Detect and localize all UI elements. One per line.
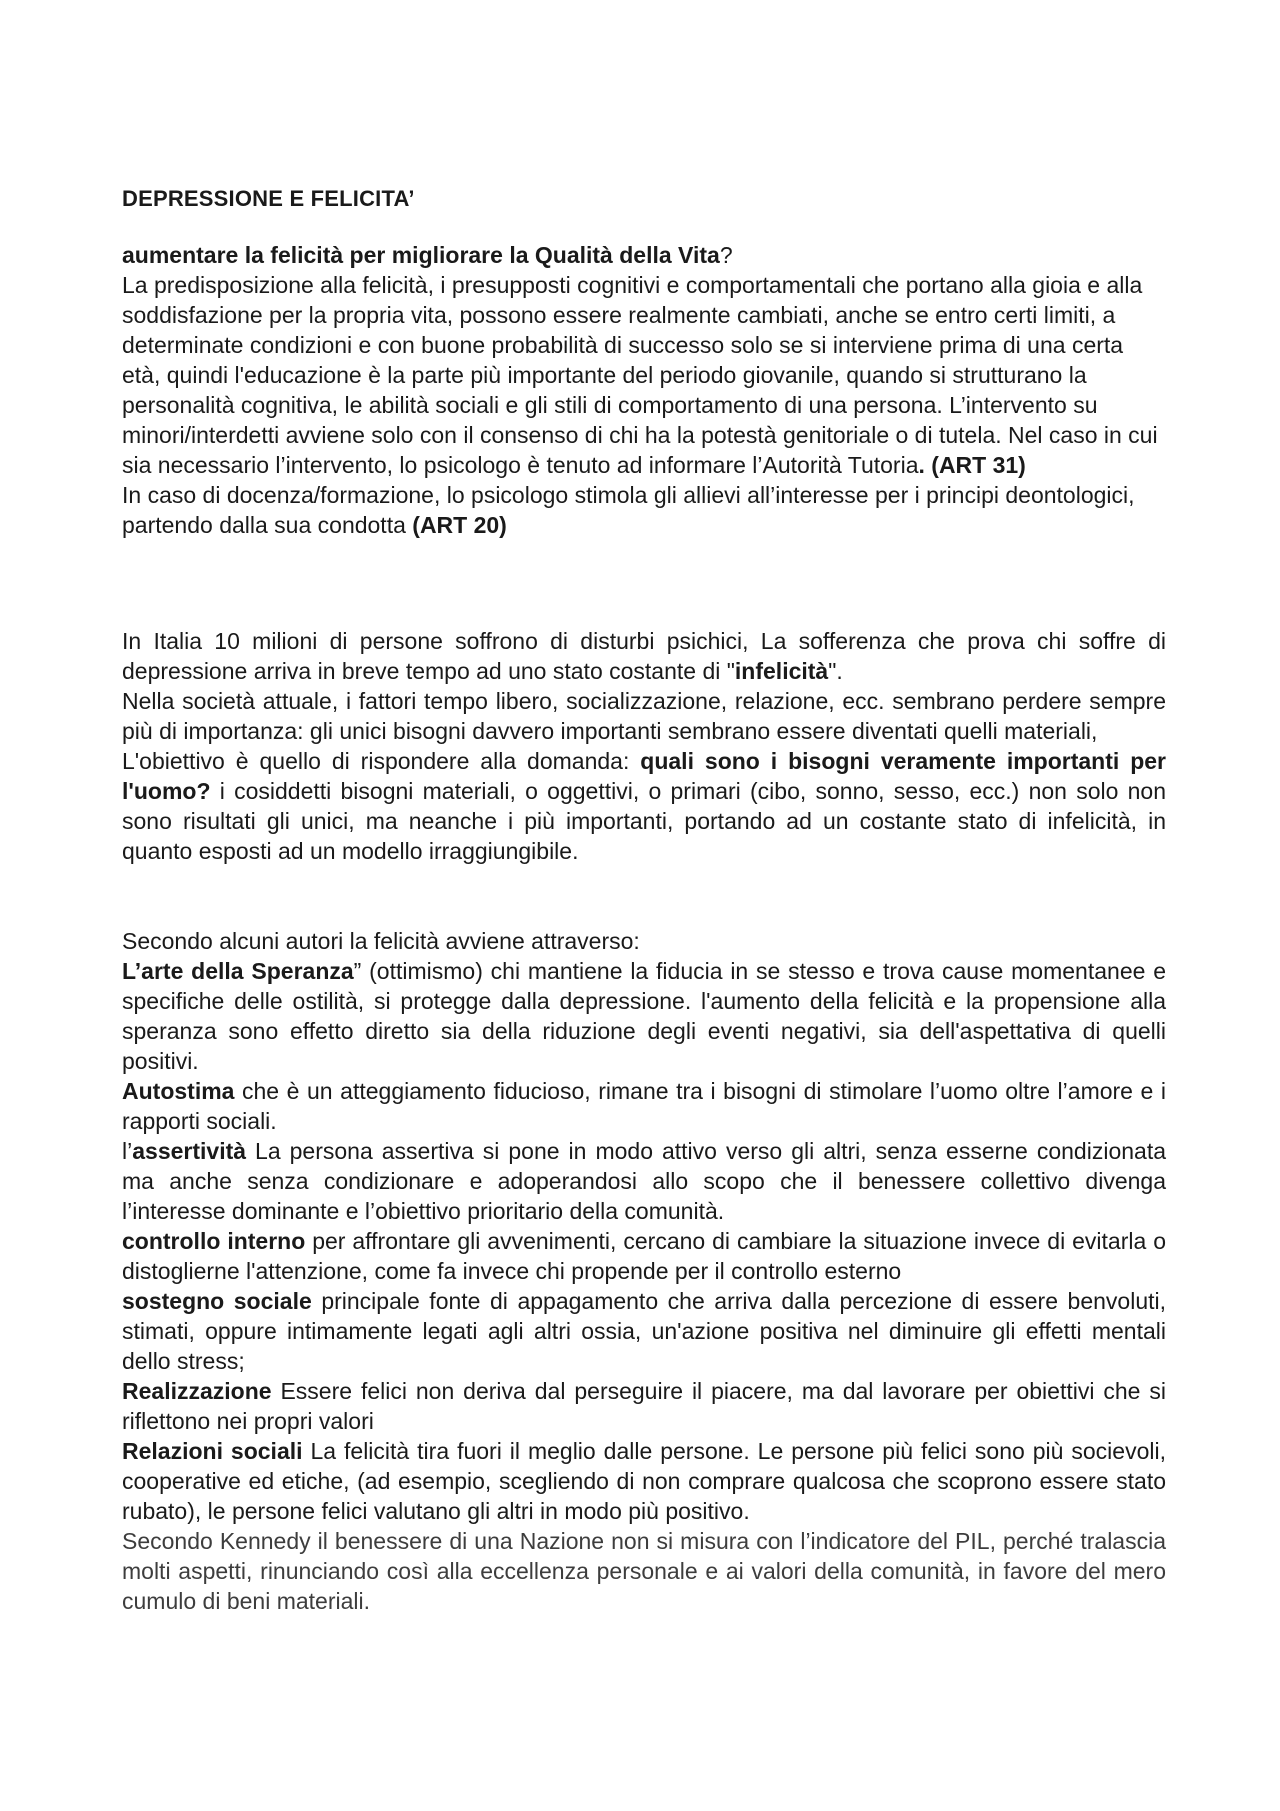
item-text: La felicità tira fuori il meglio dalle persone. Le persone più felici sono più socievoli, cooperative ed etiche, (ad esempio, scegliendo di non comprare qualcosa che scoprono essere stato rubato), le persone felici valutano gli altri in modo più positivo. — [122, 1438, 1166, 1524]
item-text: per affrontare gli avvenimenti, cercano di cambiare la situazione invece di evitarla o distoglierne l'attenzione, come fa invece chi propende per il controllo esterno — [122, 1228, 1166, 1284]
italia-section — [122, 626, 1166, 866]
paragraph-text: In caso di docenza/formazione, lo psicologo stimola gli allievi all’interesse per i principi deontologici, partendo dalla sua condotta — [122, 482, 1135, 538]
item-prefix: l’ — [122, 1138, 133, 1164]
term-controllo-interno: controllo interno — [122, 1228, 306, 1254]
item-controllo-interno — [122, 1226, 1166, 1286]
paragraph-text: ". — [828, 658, 843, 684]
item-relazioni-sociali — [122, 1436, 1166, 1526]
item-sostegno-sociale — [122, 1286, 1166, 1376]
term-assertivita: assertività — [132, 1138, 247, 1164]
term-sostegno-sociale: sostegno sociale — [122, 1288, 312, 1314]
item-text: ” (ottimismo) chi mantiene la fiducia in se stesso e trova cause momentanee e specifiche delle ostilità, si protegge dalla depressione. l'aumento della felicità e la propensione alla speranza sono effetto diretto sia della riduzione degli eventi negativi, sia dell'aspettativa di quelli positivi. — [122, 958, 1167, 1074]
paragraph-obiettivo — [122, 746, 1166, 866]
question-heading — [122, 240, 1166, 270]
art-31-ref: . (ART 31) — [918, 452, 1026, 478]
item-text: Essere felici non deriva dal perseguire il piacere, ma dal lavorare per obiettivi che si riflettono nei propri valori — [122, 1378, 1166, 1434]
term-speranza: L’arte della Speranza — [122, 958, 354, 984]
infelicita-term: infelicità — [734, 658, 829, 684]
paragraph-text: L'obiettivo è quello di rispondere alla domanda: — [122, 748, 641, 774]
item-text: La persona assertiva si pone in modo attivo verso gli altri, senza esserne condizionata ma anche senza condizionare e adoperandosi allo scopo che il benessere collettivo divenga l’interesse dominante e l’obiettivo prioritario della comunità. — [122, 1138, 1166, 1224]
paragraph-societa: Nella società attuale, i fattori tempo libero, socializzazione, relazione, ecc. sembrano perdere sempre più di importanza: gli unici bisogni davvero importanti sembrano essere diventati quelli materiali, — [122, 688, 1166, 744]
intro-section — [122, 240, 1166, 540]
item-assertivita — [122, 1136, 1166, 1226]
item-realizzazione — [122, 1376, 1166, 1436]
autori-section — [122, 926, 1166, 1616]
paragraph-text: La predisposizione alla felicità, i presupposti cognitivi e comportamentali che portano alla gioia e alla soddisfazione per la propria vita, possono essere realmente cambiati, anche se entro certi limiti, a determinate condizioni e con buone probabilità di successo solo se si interviene prima di una certa età, quindi l'educazione è la parte più importante del periodo giovanile, quando si strutturano la personalità cognitiva, le abilità sociali e gli stili di comportamento di una persona. L’intervento su minori/interdetti avviene solo con il consenso di chi ha la potestà genitoriale o di tutela. Nel caso in cui sia necessario l’intervento, lo psicologo è tenuto ad informare l’Autorità Tutoria — [122, 272, 1158, 478]
art-20-ref: (ART 20) — [412, 512, 507, 538]
paragraph-secondo-autori: Secondo alcuni autori la felicità avviene attraverso: — [122, 928, 640, 954]
term-autostima: Autostima — [122, 1078, 235, 1104]
document-title: DEPRESSIONE E FELICITA’ — [122, 186, 415, 211]
paragraph-text: i cosiddetti bisogni materiali, o oggettivi, o primari (cibo, sonno, sesso, ecc.) non solo non sono risultati gli unici, ma neanche i più importanti, portando ad un costante stato di infelicità, in quanto esposti ad un modello irraggiungibile. — [122, 778, 1166, 864]
item-text: principale fonte di appagamento che arriva dalla percezione di essere benvoluti, stimati, oppure intimamente legati agli altri ossia, un'azione positiva nel diminuire gli effetti mentali dello stress; — [122, 1288, 1166, 1374]
paragraph-italia — [122, 626, 1166, 686]
term-relazioni-sociali: Relazioni sociali — [122, 1438, 303, 1464]
question-bold: aumentare la felicità per migliorare la Qualità della Vita — [122, 242, 720, 268]
question-mark: ? — [719, 242, 733, 268]
term-realizzazione: Realizzazione — [122, 1378, 272, 1404]
item-text: che è un atteggiamento fiducioso, rimane tra i bisogni di stimolare l’uomo oltre l’amore e i rapporti sociali. — [122, 1078, 1166, 1134]
item-autostima — [122, 1076, 1166, 1136]
paragraph-docenza — [122, 480, 1166, 540]
bisogni-question: quali sono i bisogni veramente importanti per l'uomo? — [122, 748, 1167, 804]
paragraph-text: In Italia 10 milioni di persone soffrono di disturbi psichici, La sofferenza che prova chi soffre di depressione arriva in breve tempo ad uno stato costante di " — [122, 628, 1166, 684]
item-speranza — [122, 956, 1166, 1076]
paragraph-predisposizione — [122, 270, 1166, 480]
paragraph-kennedy: Secondo Kennedy il benessere di una Nazione non si misura con l’indicatore del PIL, perché tralascia molti aspetti, rinunciando così alla eccellenza personale e ai valori della comunità, in favore del mero cumulo di beni materiali. — [122, 1528, 1166, 1614]
